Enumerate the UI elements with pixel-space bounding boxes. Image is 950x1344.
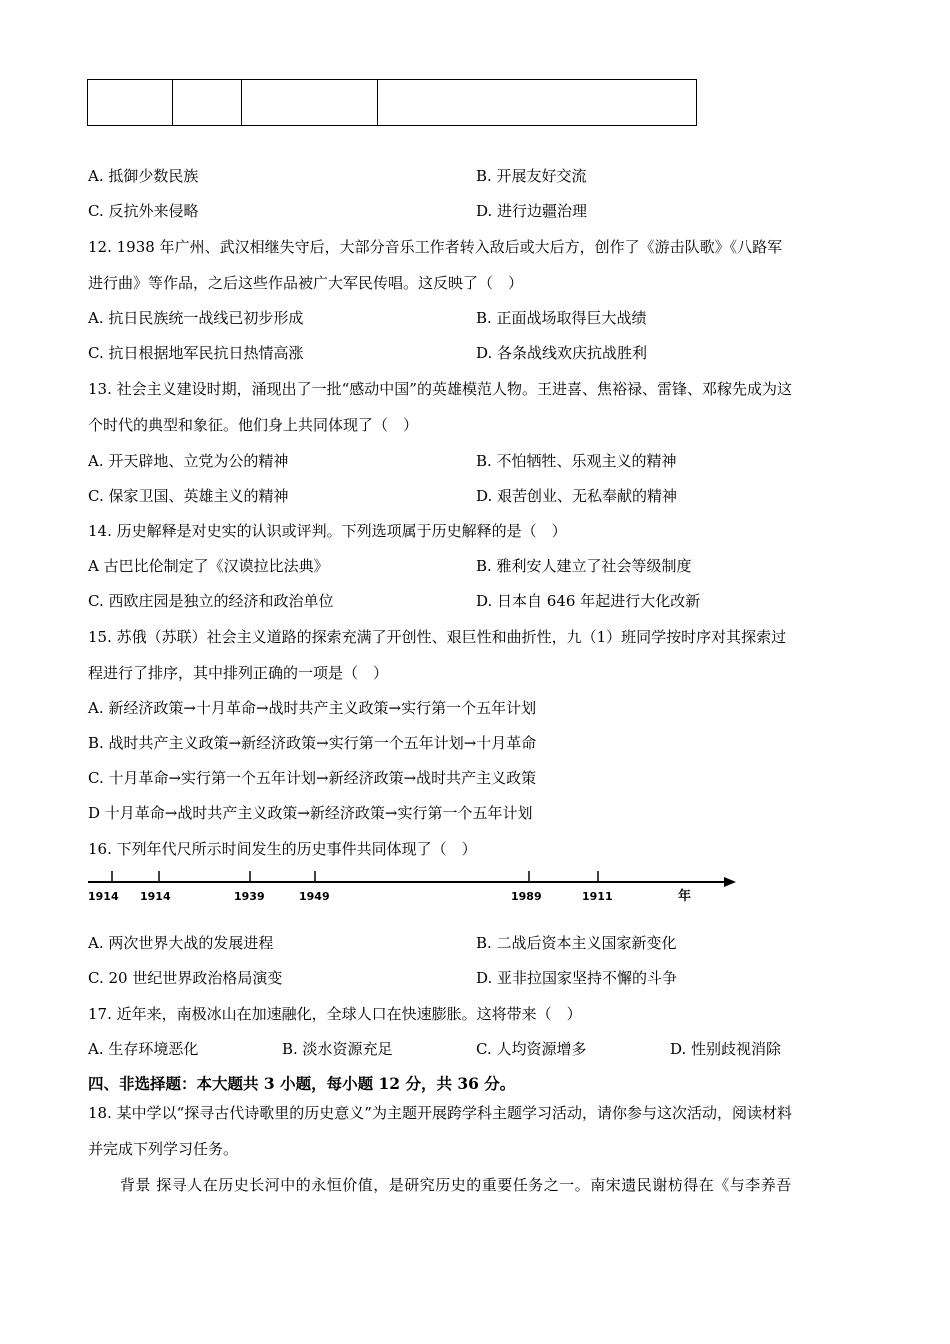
- q18-background: 背景 探寻人在历史长河中的永恒价值，是研究历史的重要任务之一。南宋遗民谢枋得在《与李养吾: [120, 1176, 792, 1194]
- timeline-label: 1914: [88, 890, 119, 903]
- timeline-unit: 年: [678, 889, 692, 904]
- q17-stem: 17. 近年来，南极冰山在加速融化，全球人口在快速膨胀。这将带来（ ）: [88, 1005, 582, 1023]
- year-timeline: [86, 866, 746, 911]
- q11-option-c: C. 反抗外来侵略: [88, 202, 199, 220]
- q14-option-b: B. 雅利安人建立了社会等级制度: [476, 557, 692, 575]
- table-cell: [378, 80, 697, 126]
- table-cell: [88, 80, 173, 126]
- top-table-fragment: [87, 79, 697, 126]
- q13-stem-line1: 13. 社会主义建设时期，涌现出了一批“感动中国”的英雄模范人物。王进喜、焦裕禄、雷锋、邓稼先成为这: [88, 380, 792, 398]
- q11-option-d: D. 进行边疆治理: [476, 202, 588, 220]
- section4-heading: 四、非选择题：本大题共 3 小题，每小题 12 分，共 36 分。: [88, 1074, 516, 1093]
- table-cell: [173, 80, 242, 126]
- q14-option-a: A 古巴比伦制定了《汉谟拉比法典》: [88, 557, 329, 575]
- q13-stem-line2: 个时代的典型和象征。他们身上共同体现了（ ）: [88, 416, 419, 434]
- q16-stem: 16. 下列年代尺所示时间发生的历史事件共同体现了（ ）: [88, 840, 477, 858]
- timeline-label: 1949: [299, 890, 330, 903]
- timeline-label: 1914: [140, 890, 171, 903]
- q16-option-a: A. 两次世界大战的发展进程: [88, 934, 274, 952]
- q12-stem-line2: 进行曲》等作品，之后这些作品被广大军民传唱。这反映了（ ）: [88, 274, 524, 292]
- q15-option-d: D 十月革命→战时共产主义政策→新经济政策→实行第一个五年计划: [88, 804, 533, 822]
- q14-option-d: D. 日本自 646 年起进行大化改新: [476, 592, 701, 610]
- q12-option-c: C. 抗日根据地军民抗日热情高涨: [88, 344, 304, 362]
- q17-option-a: A. 生存环境恶化: [88, 1040, 199, 1058]
- table-cell: [242, 80, 378, 126]
- timeline-arrow-icon: [724, 877, 736, 887]
- q17-option-c: C. 人均资源增多: [476, 1040, 587, 1058]
- q14-option-c: C. 西欧庄园是独立的经济和政治单位: [88, 592, 334, 610]
- q12-option-d: D. 各条战线欢庆抗战胜利: [476, 344, 648, 362]
- timeline-label: 1989: [511, 890, 542, 903]
- q14-stem: 14. 历史解释是对史实的认识或评判。下列选项属于历史解释的是（ ）: [88, 522, 567, 540]
- q12-stem-line1: 12. 1938 年广州、武汉相继失守后，大部分音乐工作者转入敌后或大后方，创作了《游击队歌》《八路军: [88, 238, 783, 256]
- q13-option-d: D. 艰苦创业、无私奉献的精神: [476, 487, 678, 505]
- q15-stem-line2: 程进行了排序，其中排列正确的一项是（ ）: [88, 664, 389, 682]
- q16-option-d: D. 亚非拉国家坚持不懈的斗争: [476, 969, 678, 987]
- timeline-label: 1939: [234, 890, 265, 903]
- q13-option-c: C. 保家卫国、英雄主义的精神: [88, 487, 289, 505]
- q12-option-a: A. 抗日民族统一战线已初步形成: [88, 309, 304, 327]
- q15-option-c: C. 十月革命→实行第一个五年计划→新经济政策→战时共产主义政策: [88, 769, 537, 787]
- q12-option-b: B. 正面战场取得巨大战绩: [476, 309, 647, 327]
- q15-option-b: B. 战时共产主义政策→新经济政策→实行第一个五年计划→十月革命: [88, 734, 537, 752]
- q13-option-b: B. 不怕牺牲、乐观主义的精神: [476, 452, 677, 470]
- q17-option-b: B. 淡水资源充足: [282, 1040, 393, 1058]
- q13-option-a: A. 开天辟地、立党为公的精神: [88, 452, 289, 470]
- q11-option-a: A. 抵御少数民族: [88, 167, 199, 185]
- q15-stem-line1: 15. 苏俄（苏联）社会主义道路的探索充满了开创性、艰巨性和曲折性，九（1）班同学按时序对其探索过: [88, 628, 787, 646]
- q16-option-b: B. 二战后资本主义国家新变化: [476, 934, 677, 952]
- q18-stem-line2: 并完成下列学习任务。: [88, 1140, 239, 1158]
- q17-option-d: D. 性别歧视消除: [670, 1040, 782, 1058]
- q11-option-b: B. 开展友好交流: [476, 167, 587, 185]
- timeline-label: 1911: [582, 890, 613, 903]
- q18-stem-line1: 18. 某中学以“探寻古代诗歌里的历史意义”为主题开展跨学科主题学习活动，请你参与这次活动，阅读材料: [88, 1104, 792, 1122]
- q16-option-c: C. 20 世纪世界政治格局演变: [88, 969, 283, 987]
- q15-option-a: A. 新经济政策→十月革命→战时共产主义政策→实行第一个五年计划: [88, 699, 537, 717]
